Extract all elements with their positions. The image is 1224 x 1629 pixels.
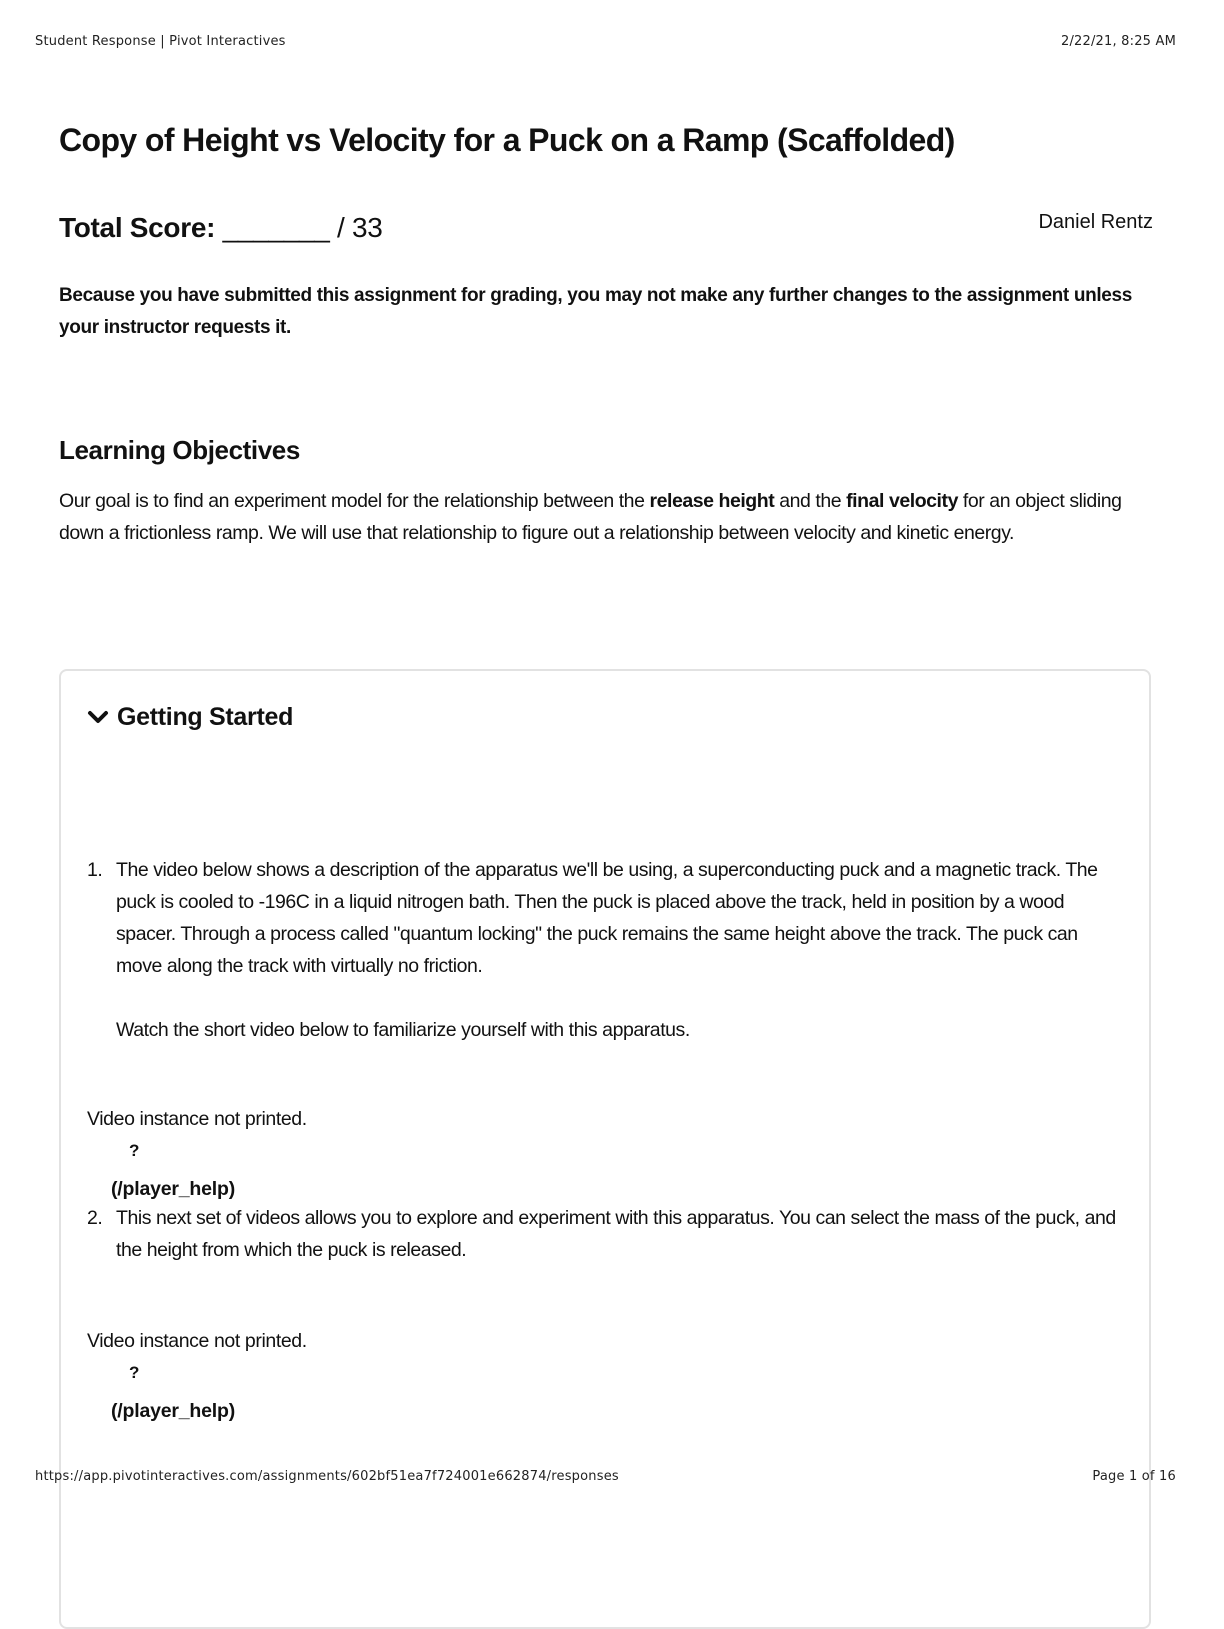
- learning-objectives-heading: Learning Objectives: [59, 435, 300, 465]
- learning-objectives-text: [59, 485, 1149, 549]
- print-footer: [35, 1469, 1176, 1484]
- total-score: [59, 212, 383, 244]
- section-title: Getting Started: [117, 703, 294, 731]
- assignment-title: Copy of Height vs Velocity for a Puck on a Ramp (Scaffolded): [59, 122, 955, 158]
- section-card-getting-started: [59, 669, 1151, 1629]
- question-item: [87, 854, 1127, 1046]
- video-not-printed-note: Video instance not printed.: [87, 1330, 307, 1352]
- question-number: 1.: [87, 859, 103, 881]
- question-number: 2.: [87, 1207, 103, 1229]
- total-score-blank: _______: [222, 212, 330, 243]
- help-icon[interactable]: ?: [129, 1363, 140, 1382]
- question-item: [87, 1202, 1127, 1266]
- objectives-emphasis-final-velocity: final velocity: [846, 490, 958, 512]
- objectives-emphasis-release-height: release height: [649, 490, 775, 512]
- total-score-max: / 33: [337, 212, 383, 243]
- objectives-text-part: for an object sliding down a frictionless ramp. We will use that relationship to figure out a relationship between velocity and kinetic energy.: [59, 490, 1122, 544]
- help-icon[interactable]: ?: [129, 1141, 140, 1160]
- question-text: This next set of videos allows you to explore and experiment with this apparatus. You can select the mass of the puck, and the height from which the puck is released.: [116, 1207, 1116, 1261]
- chevron-down-icon: [87, 710, 109, 726]
- print-page-title: Student Response | Pivot Interactives: [35, 34, 286, 49]
- student-name: Daniel Rentz: [1038, 211, 1153, 233]
- page-indicator: Page 1 of 16: [1092, 1469, 1176, 1484]
- section-toggle[interactable]: [87, 703, 293, 732]
- question-text: Watch the short video below to familiarize yourself with this apparatus.: [116, 1019, 690, 1041]
- video-not-printed-note: Video instance not printed.: [87, 1108, 307, 1130]
- question-text: The video below shows a description of the apparatus we'll be using, a superconducting puck and a magnetic track. The puck is cooled to -196C in a liquid nitrogen bath. Then the puck is placed above the track, held in position by a wood spacer. Through a process called "quantum locking" the puck remains the same height above the track. The puck can move along the track with virtually no friction.: [116, 859, 1098, 977]
- submission-notice: Because you have submitted this assignment for grading, you may not make any further changes to the assignment unless your instructor requests it.: [59, 285, 1132, 338]
- total-score-label: Total Score:: [59, 212, 216, 243]
- objectives-text-part: and the: [774, 490, 847, 512]
- print-url: https://app.pivotinteractives.com/assignments/602bf51ea7f724001e662874/responses: [35, 1469, 619, 1484]
- print-header: [35, 34, 1176, 49]
- player-help-link[interactable]: (/player_help): [111, 1178, 235, 1200]
- player-help-link[interactable]: (/player_help): [111, 1400, 235, 1422]
- print-datetime: 2/22/21, 8:25 AM: [1060, 34, 1176, 49]
- objectives-text-part: Our goal is to find an experiment model for the relationship between the: [59, 490, 650, 512]
